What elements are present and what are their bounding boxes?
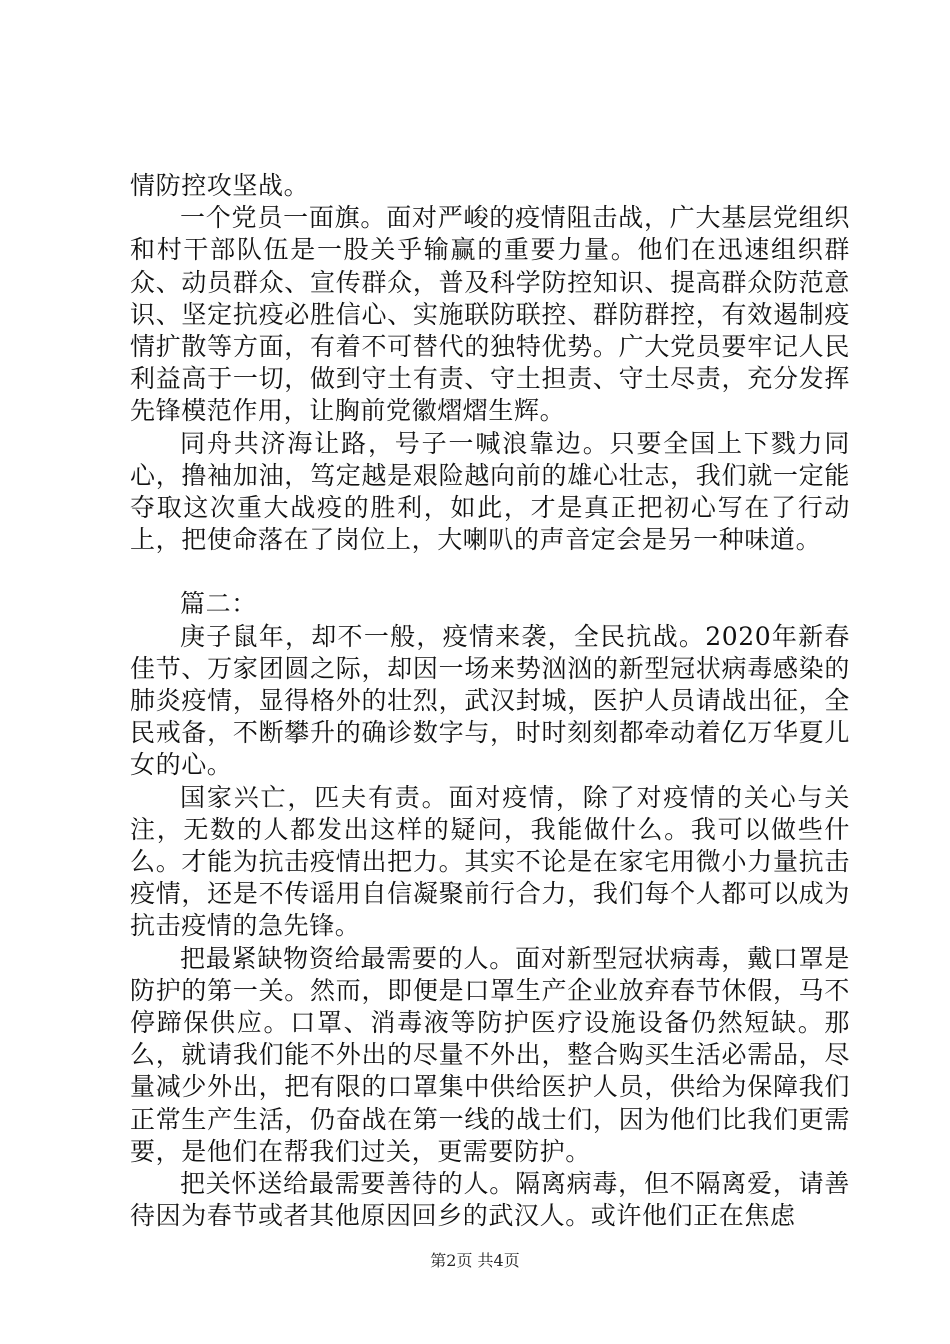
- page-number-footer: 第2页 共4页: [430, 1251, 520, 1270]
- paragraph-national-duty: 国家兴亡，匹夫有责。面对疫情，除了对疫情的关心与关注，无数的人都发出这样的疑问，我能做什么。我可以做些什么。才能为抗击疫情出把力。其实不论是在家宅用微小力量抗击疫情，还是不传谣用自信凝聚前行合力，我们每个人都可以成为抗击疫情的急先锋。: [130, 782, 850, 941]
- paragraph-spacer: [130, 556, 850, 588]
- paragraph-continuation: 情防控攻坚战。: [130, 171, 310, 200]
- paragraph-unity: 同舟共济海让路，号子一喊浪靠边。只要全国上下戮力同心，撸袖加油，笃定越是艰险越向前的雄心壮志，我们就一定能夺取这次重大战疫的胜利，如此，才是真正把初心写在了行动上，把使命落在了岗位上，大喇叭的声音定会是另一种味道。: [130, 428, 850, 555]
- paragraph-party-members: 一个党员一面旗。面对严峻的疫情阻击战，广大基层党组织和村干部队伍是一股关乎输赢的重要力量。他们在迅速组织群众、动员群众、宣传群众，普及科学防控知识、提高群众防范意识、坚定抗疫必胜信心、实施联防联控、群防群控，有效遏制疫情扩散等方面，有着不可替代的独特优势。广大党员要牢记人民利益高于一切，做到守土有责、守土担责、守土尽责，充分发挥先锋模范作用，让胸前党徽熠熠生辉。: [130, 203, 850, 426]
- paragraph-gengzi-year: 庚子鼠年，却不一般，疫情来袭，全民抗战。2020年新春佳节、万家团圆之际，却因一场来势汹汹的新型冠状病毒感染的肺炎疫情，显得格外的壮烈，武汉封城，医护人员请战出征，全民戒备，不断攀升的确诊数字与，时时刻刻都牵动着亿万华夏儿女的心。: [130, 621, 850, 780]
- paragraph-care: 把关怀送给最需要善待的人。隔离病毒，但不隔离爱，请善待因为春节或者其他原因回乡的武汉人。或许他们正在焦虑: [130, 1169, 850, 1231]
- section-heading-part-two: 篇二：: [180, 589, 257, 619]
- paragraph-scarce-supplies: 把最紧缺物资给最需要的人。面对新型冠状病毒，戴口罩是防护的第一关。然而，即便是口罩生产企业放弃春节休假，马不停蹄保供应。口罩、消毒液等防护医疗设施设备仍然短缺。那么，就请我们能不外出的尽量不外出，整合购买生活必需品，尽量减少外出，把有限的口罩集中供给医护人员，供给为保障我们正常生产生活，仍奋战在第一线的战士们，因为他们比我们更需要，是他们在帮我们过关，更需要防护。: [130, 943, 850, 1166]
- document-body: [130, 170, 850, 1233]
